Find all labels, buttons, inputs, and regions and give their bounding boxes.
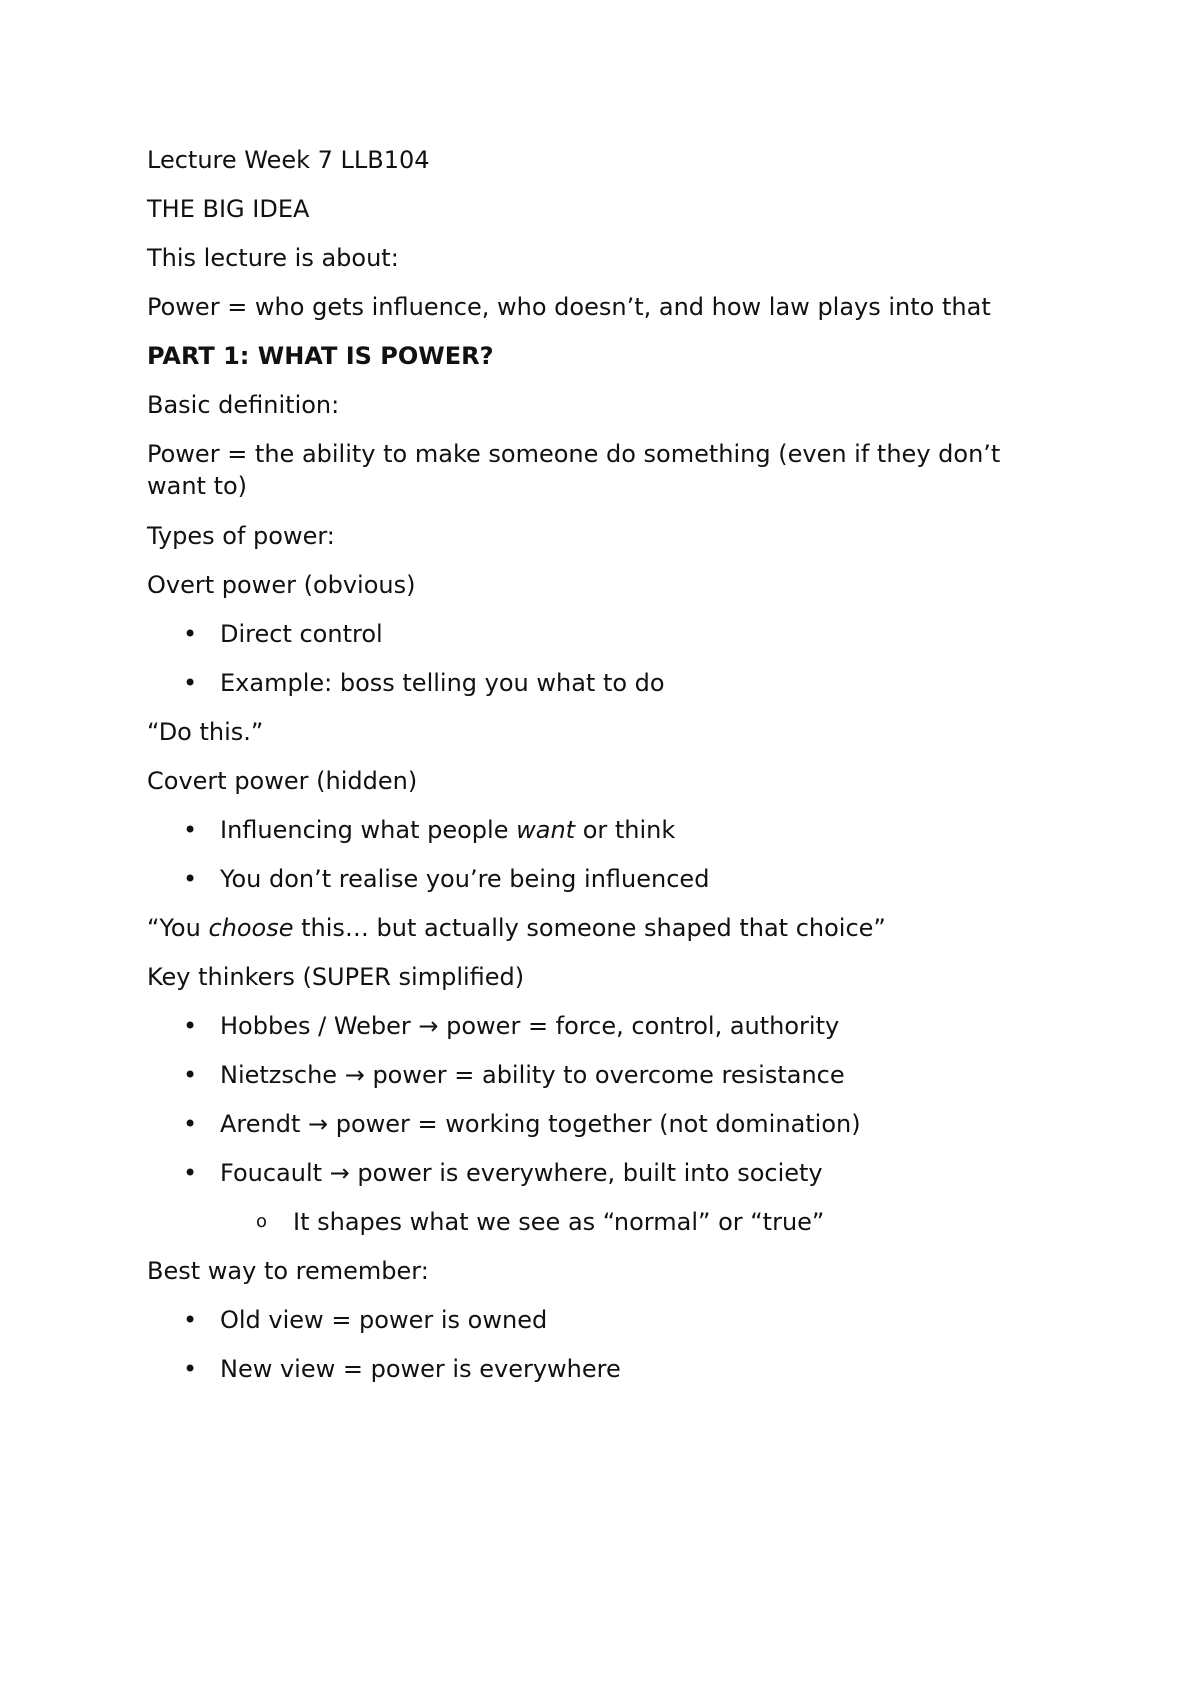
part1-heading: PART 1: WHAT IS POWER? xyxy=(147,342,494,370)
list-item: Example: boss telling you what to do xyxy=(220,669,665,697)
bullet-icon: • xyxy=(183,1355,198,1383)
list-item: Arendt → power = working together (not domination) xyxy=(220,1110,861,1138)
basic-definition-label: Basic definition: xyxy=(147,391,340,419)
list-item: You don’t realise you’re being influenced xyxy=(220,865,710,893)
covert-power-heading: Covert power (hidden) xyxy=(147,767,418,795)
bullet-icon: • xyxy=(183,1306,198,1334)
bullet-icon: • xyxy=(183,620,198,648)
overt-quote: “Do this.” xyxy=(147,718,264,746)
bullet-icon: • xyxy=(183,669,198,697)
covert-quote: “You choose this… but actually someone shaped that choice” xyxy=(147,914,886,942)
big-idea-title: THE BIG IDEA xyxy=(147,195,310,223)
list-item: New view = power is everywhere xyxy=(220,1355,621,1383)
emphasis-want: want xyxy=(516,816,576,844)
best-way-heading: Best way to remember: xyxy=(147,1257,429,1285)
bullet-icon: • xyxy=(183,1110,198,1138)
bullet-icon: • xyxy=(183,1159,198,1187)
key-thinkers-heading: Key thinkers (SUPER simplified) xyxy=(147,963,525,991)
sub-list-item: It shapes what we see as “normal” or “true” xyxy=(293,1208,825,1236)
list-item: Influencing what people want or think xyxy=(220,816,676,844)
lecture-about-label: This lecture is about: xyxy=(147,244,399,272)
bullet-icon: • xyxy=(183,816,198,844)
bullet-icon: • xyxy=(183,865,198,893)
overt-power-heading: Overt power (obvious) xyxy=(147,571,416,599)
list-item: Direct control xyxy=(220,620,383,648)
power-summary: Power = who gets influence, who doesn’t, and how law plays into that xyxy=(147,293,991,321)
types-of-power-label: Types of power: xyxy=(147,522,335,550)
bullet-icon: • xyxy=(183,1012,198,1040)
sub-bullet-icon: o xyxy=(256,1211,268,1232)
power-definition: Power = the ability to make someone do something (even if they don’t want to) xyxy=(147,440,1001,500)
emphasis-choose: choose xyxy=(208,914,294,942)
list-item: Foucault → power is everywhere, built into society xyxy=(220,1159,823,1187)
list-item: Old view = power is owned xyxy=(220,1306,548,1334)
list-item: Nietzsche → power = ability to overcome resistance xyxy=(220,1061,845,1089)
lecture-header: Lecture Week 7 LLB104 xyxy=(147,146,430,174)
bullet-icon: • xyxy=(183,1061,198,1089)
list-item: Hobbes / Weber → power = force, control, authority xyxy=(220,1012,840,1040)
